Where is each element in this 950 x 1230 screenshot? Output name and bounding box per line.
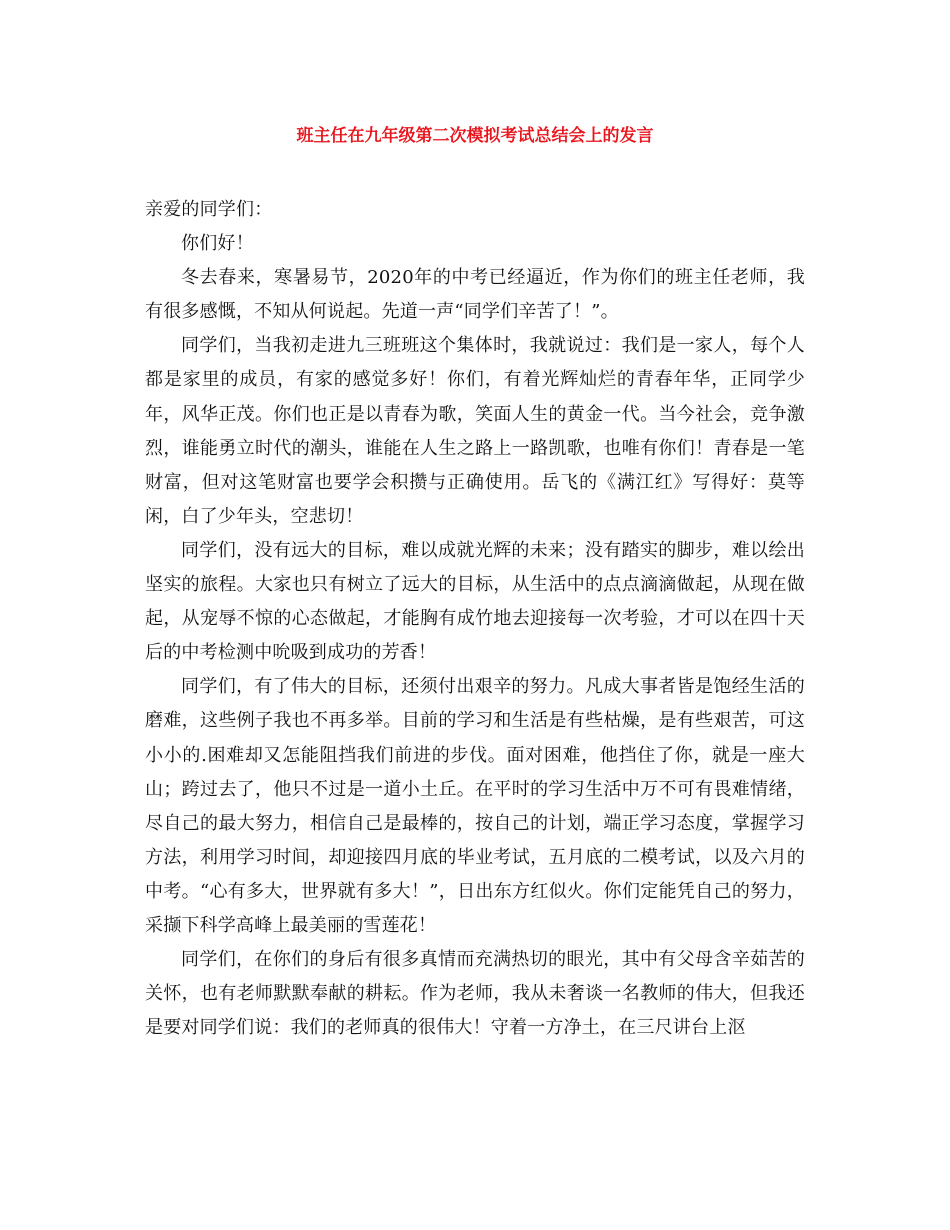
document-body (145, 193, 805, 1045)
salutation: 亲爱的同学们： (145, 199, 273, 220)
paragraph-greeting: 你们好！ (181, 233, 254, 255)
paragraph-3: 同学们，没有远大的目标，难以成就光辉的未来；没有踏实的脚步，难以绘出坚实的旅程。大家也只有树立了远大的目标，从生活中的点点滴滴做起，从现在做起，从宠辱不惊的心态做起，才能胸有成竹地去迎接每一次考验，才可以在四十天后的中考检测中吮吸到成功的芳香！ (145, 539, 805, 664)
paragraph-1: 冬去春来，寒暑易节，2020年的中考已经逼近，作为你们的班主任老师，我有很多感慨，不知从何说起。先道一声“同学们辛苦了！”。 (145, 267, 805, 323)
paragraph-5: 同学们，在你们的身后有很多真情而充满热切的眼光，其中有父母含辛茹苦的关怀，也有老师默默奉献的耕耘。作为老师，我从未奢谈一名教师的伟大，但我还是要对同学们说：我们的老师真的很伟大！守着一方净土，在三尺讲台上沤 (145, 949, 805, 1039)
paragraph-4: 同学们，有了伟大的目标，还须付出艰辛的努力。凡成大事者皆是饱经生活的磨难，这些例子我也不再多举。目前的学习和生活是有些枯燥，是有些艰苦，可这小小的.困难却又怎能阻挡我们前进的步伐。面对困难，他挡住了你，就是一座大山；跨过去了，他只不过是一道小土丘。在平时的学习生活中万不可有畏难情绪，尽自己的最大努力，相信自己是最棒的，按自己的计划，端正学习态度，掌握学习方法，利用学习时间，却迎接四月底的毕业考试，五月底的二模考试，以及六月的中考。“心有多大，世界就有多大！”，日出东方红似火。你们定能凭自己的努力，采撷下科学高峰上最美丽的雪莲花！ (145, 676, 805, 936)
paragraph-2: 同学们，当我初走进九三班班这个集体时，我就说过：我们是一家人，每个人都是家里的成员，有家的感觉多好！你们，有着光辉灿烂的青春年华，正同学少年，风华正茂。你们也正是以青春为歌，笑面人生的黄金一代。当今社会，竞争激烈，谁能勇立时代的潮头，谁能在人生之路上一路凯歌，也唯有你们！青春是一笔财富，但对这笔财富也要学会积攒与正确使用。岳飞的《满江红》写得好：莫等闲，白了少年头，空悲切！ (145, 335, 805, 527)
document-title: 班主任在九年级第二次模拟考试总结会上的发言 (296, 126, 654, 146)
